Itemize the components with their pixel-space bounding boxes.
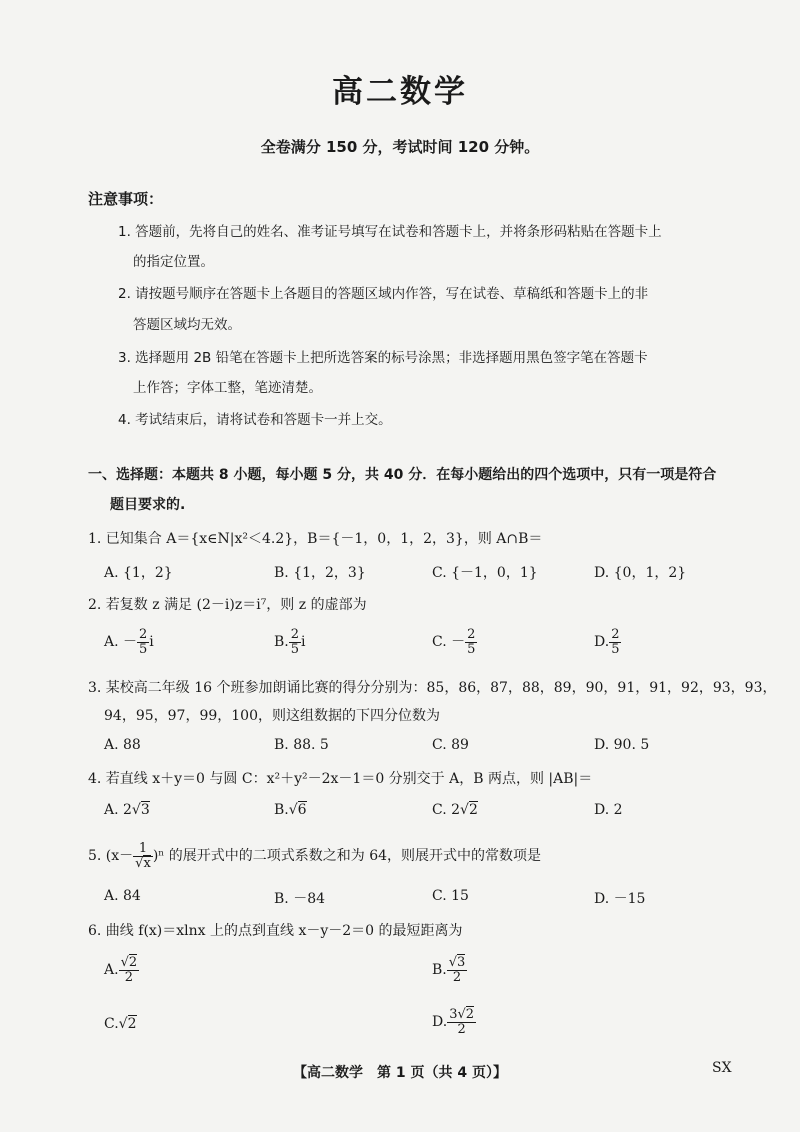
q5-option-c: C. 15: [432, 888, 469, 904]
q4-option-b: B.√6: [274, 802, 307, 818]
stem-text: 5. (x－: [88, 848, 134, 865]
denominator: 5: [467, 641, 476, 657]
q3-option-a: A. 88: [104, 737, 141, 753]
numerator: 2: [290, 627, 300, 642]
q6-option-c: C.√2: [104, 1016, 137, 1032]
denominator: 5: [139, 641, 148, 657]
q4-option-d: D. 2: [594, 802, 623, 818]
q4-option-a: A. 2√3: [104, 802, 150, 818]
numerator: √2: [120, 955, 138, 970]
notice-line: 答题区域均无效。: [133, 317, 241, 333]
option-label: C.: [104, 1016, 119, 1032]
denominator: 5: [290, 641, 300, 657]
q5-option-d: D. －15: [594, 891, 646, 907]
notice-line: 3. 选择题用 2B 铅笔在答题卡上把所选答案的标号涂黑；非选择题用黑色签字笔在答题卡: [118, 350, 648, 366]
q3-option-d: D. 90. 5: [594, 737, 650, 753]
exam-info: 全卷满分 150 分，考试时间 120 分钟。: [260, 138, 540, 156]
denominator: 2: [457, 1021, 466, 1037]
denominator: 2: [452, 969, 462, 985]
exponent: )ⁿ: [152, 848, 165, 865]
q4-option-c: C. 2√2: [432, 802, 478, 818]
numerator: 2: [467, 627, 476, 642]
q1-option-a: A. {1，2}: [104, 565, 173, 581]
imag-unit: i: [301, 634, 306, 651]
fraction: [137, 628, 149, 656]
q6-option-b: [432, 956, 467, 984]
q2-option-b: [274, 628, 306, 656]
q1-option-c: C. {－1，0，1}: [432, 565, 538, 581]
fraction: [609, 628, 621, 656]
q1-option-d: D. {0，1，2}: [594, 565, 687, 581]
question-3-stem: 3. 某校高二年级 16 个班参加朗诵比赛的得分分别为：85，86，87，88，89，90，91，91，92，93，93，: [88, 680, 777, 696]
q5-option-b: B. －84: [274, 891, 326, 907]
subject-code: SX: [712, 1060, 732, 1076]
stem-text: 的展开式中的二项式系数之和为 64，则展开式中的常数项是: [168, 848, 542, 865]
option-label: D.: [432, 1014, 448, 1031]
denominator: √x: [135, 855, 151, 871]
notice-line: 2. 请按题号顺序在答题卡上各题目的答题区域内作答，写在试卷、草稿纸和答题卡上的非: [118, 286, 649, 302]
denominator: 5: [611, 641, 620, 657]
question-6-stem: 6. 曲线 f(x)＝xlnx 上的点到直线 x－y－2＝0 的最短距离为: [88, 923, 463, 939]
radicand: 3: [457, 955, 466, 970]
option-label: A.: [104, 962, 119, 979]
option-label: B.: [274, 634, 289, 651]
question-1-stem: 1. 已知集合 A＝{x∈N|x²＜4.2}，B＝{－1，0，1，2，3}，则 A∩B＝: [88, 531, 543, 547]
radicand: 2: [468, 802, 478, 818]
numerator: √3: [448, 955, 466, 970]
numerator: 3√2: [449, 1007, 475, 1022]
option-label: B.: [432, 962, 447, 979]
radicand: 2: [127, 1016, 137, 1032]
coefficient: 3: [449, 1007, 458, 1022]
notice-line: 1. 答题前，先将自己的姓名、准考证号填写在试卷和答题卡上，并将条形码粘贴在答题卡上: [118, 224, 662, 240]
radicand: 2: [128, 955, 138, 970]
page-footer: 【高二数学 第 1 页（共 4 页）】: [293, 1065, 507, 1081]
radicand: 2: [465, 1007, 475, 1022]
fraction: [289, 628, 301, 656]
page-title: 高二数学: [332, 74, 468, 110]
fraction: [447, 1008, 476, 1036]
radicand: x: [143, 855, 151, 871]
section-heading-cont: 题目要求的.: [110, 497, 186, 513]
section-heading: 一、选择题：本题共 8 小题，每小题 5 分，共 40 分．在每小题给出的四个选项中，只有一项是符合: [88, 467, 717, 483]
fraction: [119, 956, 140, 984]
q6-option-d: [432, 1008, 476, 1036]
option-label: A. 2: [104, 802, 132, 818]
q3-option-c: C. 89: [432, 737, 469, 753]
fraction: [447, 956, 468, 984]
question-2-stem: 2. 若复数 z 满足 (2－i)z＝i⁷，则 z 的虚部为: [88, 597, 367, 613]
fraction: [133, 842, 153, 870]
option-label: A. －: [104, 634, 138, 651]
question-4-stem: 4. 若直线 x＋y＝0 与圆 C：x²＋y²－2x－1＝0 分别交于 A，B 两点，则 |AB|＝: [88, 771, 593, 787]
notice-line: 4. 考试结束后，请将试卷和答题卡一并上交。: [118, 412, 392, 428]
question-3-stem-cont: 94，95，97，99，100，则这组数据的下四分位数为: [104, 708, 440, 724]
q2-option-d: [594, 628, 621, 656]
imag-unit: i: [149, 634, 154, 651]
notice-line: 上作答；字体工整，笔迹清楚。: [133, 380, 322, 396]
option-label: D.: [594, 634, 610, 651]
numerator: 2: [139, 627, 148, 642]
numerator: 1: [133, 842, 153, 857]
notice-heading: 注意事项：: [88, 190, 164, 208]
numerator: 2: [611, 627, 620, 642]
denominator: 2: [124, 969, 133, 985]
q2-option-a: [104, 628, 154, 656]
q1-option-b: B. {1，2，3}: [274, 565, 366, 581]
notice-line: 的指定位置。: [133, 254, 214, 270]
q5-option-a: A. 84: [104, 888, 141, 904]
fraction: [465, 628, 477, 656]
q2-option-c: [432, 628, 477, 656]
question-5-stem: [88, 842, 541, 870]
option-label: B.: [274, 802, 289, 818]
radicand: 6: [297, 802, 307, 818]
option-label: C. －: [432, 634, 466, 651]
q3-option-b: B. 88. 5: [274, 737, 329, 753]
radicand: 3: [140, 802, 150, 818]
option-label: C. 2: [432, 802, 461, 818]
q6-option-a: [104, 956, 139, 984]
